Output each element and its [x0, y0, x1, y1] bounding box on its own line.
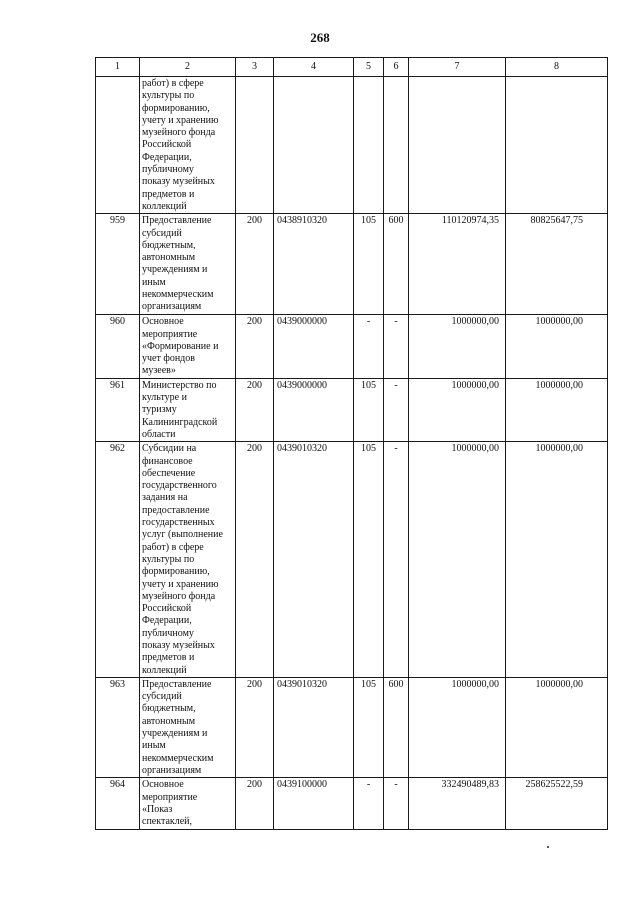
row-col3: 200	[236, 677, 274, 777]
row-name: Основное мероприятие «Показ спектаклей,	[140, 778, 236, 830]
row-col6: -	[384, 442, 409, 678]
row-col8: 1000000,00	[506, 378, 608, 441]
row-col3: 200	[236, 778, 274, 830]
row-col4: 0438910320	[274, 214, 354, 315]
column-header: 4	[274, 58, 354, 77]
column-header: 5	[354, 58, 384, 77]
row-number: 964	[96, 778, 140, 830]
row-name: Предоставление субсидий бюджетным, автономным учреждениям и иным некоммерческим организациям	[140, 214, 236, 315]
column-header: 6	[384, 58, 409, 77]
budget-table	[95, 57, 608, 830]
row-col8: 1000000,00	[506, 315, 608, 378]
row-col6: -	[384, 378, 409, 441]
row-col7: 332490489,83	[409, 778, 506, 830]
row-col4: 0439000000	[274, 378, 354, 441]
table-row	[96, 214, 608, 315]
row-col7: 110120974,35	[409, 214, 506, 315]
row-col7: 1000000,00	[409, 378, 506, 441]
row-col8: 1000000,00	[506, 442, 608, 678]
row-col7: 1000000,00	[409, 442, 506, 678]
table-row	[96, 378, 608, 441]
row-number: 960	[96, 315, 140, 378]
column-header: 3	[236, 58, 274, 77]
column-header: 2	[140, 58, 236, 77]
row-col8: 258625522,59	[506, 778, 608, 830]
row-number: 963	[96, 677, 140, 777]
row-col3: 200	[236, 442, 274, 678]
table-row	[96, 315, 608, 378]
row-col5: 105	[354, 677, 384, 777]
row-col8: 1000000,00	[506, 677, 608, 777]
row-col5: -	[354, 778, 384, 830]
row-col6: 600	[384, 214, 409, 315]
row-col7: 1000000,00	[409, 677, 506, 777]
row-col5: 105	[354, 378, 384, 441]
row-col5: 105	[354, 214, 384, 315]
row-col4: 0439010320	[274, 442, 354, 678]
row-number: 961	[96, 378, 140, 441]
row-name: Предоставление субсидий бюджетным, автономным учреждениям и иным некоммерческим организациям	[140, 677, 236, 777]
row-col6: -	[384, 315, 409, 378]
row-col4: 0439100000	[274, 778, 354, 830]
row-name: работ) в сфере культуры по формированию, учету и хранению музейного фонда Российской Федерации, публичному показу музейных предметов и коллекций	[140, 77, 236, 214]
row-col3: 200	[236, 214, 274, 315]
table-row	[96, 442, 608, 678]
row-col6	[384, 77, 409, 214]
row-col4: 0439010320	[274, 677, 354, 777]
row-col8: 80825647,75	[506, 214, 608, 315]
row-col3: 200	[236, 378, 274, 441]
row-col3: 200	[236, 315, 274, 378]
row-col6: 600	[384, 677, 409, 777]
row-col5: -	[354, 315, 384, 378]
row-col3	[236, 77, 274, 214]
row-col7	[409, 77, 506, 214]
row-number: 959	[96, 214, 140, 315]
row-name: Субсидии на финансовое обеспечение государственного задания на предоставление государственных услуг (выполнение работ) в сфере культуры по формированию, учету и хранению музейного фонда Российской Федерации, публичному показу музейных предметов и коллекций	[140, 442, 236, 678]
row-col5	[354, 77, 384, 214]
row-col4	[274, 77, 354, 214]
row-col5: 105	[354, 442, 384, 678]
table-header-row	[96, 58, 608, 77]
row-col6: -	[384, 778, 409, 830]
row-col8	[506, 77, 608, 214]
table-row	[96, 677, 608, 777]
page-number: 268	[310, 30, 330, 45]
row-name: Основное мероприятие «Формирование и учет фондов музеев»	[140, 315, 236, 378]
row-name: Министерство по культуре и туризму Калининградской области	[140, 378, 236, 441]
column-header: 1	[96, 58, 140, 77]
column-header: 7	[409, 58, 506, 77]
table-row	[96, 778, 608, 830]
column-header: 8	[506, 58, 608, 77]
table-row	[96, 77, 608, 214]
row-col7: 1000000,00	[409, 315, 506, 378]
row-number: 962	[96, 442, 140, 678]
row-number	[96, 77, 140, 214]
scan-speck	[547, 846, 549, 848]
row-col4: 0439000000	[274, 315, 354, 378]
